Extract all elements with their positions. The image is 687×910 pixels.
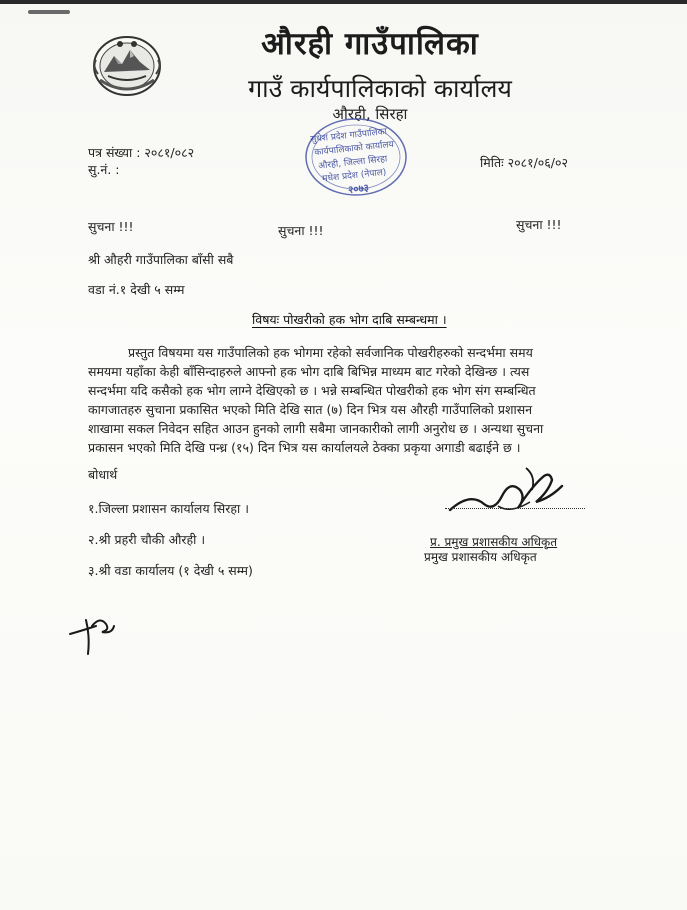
signature-icon [440,462,570,532]
cc-item-3: ३.श्री वडा कार्यालय (१ देखी ५ सम्म) [88,563,253,578]
body-line-4: कागजातहरु सुचाना प्रकासित भएको मिति देखि सात (७) दिन भित्र यस औरही गाउँपालिको प्रशासन [88,402,533,417]
office-subtitle: गाउँ कार्यपालिकाको कार्यालय [248,74,512,103]
body-line-1: प्रस्तुत विषयमा यस गाउँपालिको हक भोगमा रहेको सर्वजानिक पोखरीहरुको सन्दर्भमा समय [128,345,533,360]
signature-dotted-line [445,508,585,509]
body-line-2: समयमा यहाँका केही बाँसिन्दाहरुले आफ्नो हक भोग दाबि बिभिन्न माध्यम बाट गरेको देखिन्छ । त्यस [88,364,530,379]
notice-label-right: सुचना !!! [516,217,562,232]
nepal-emblem-icon [90,30,164,98]
signatory-title: प्र. प्रमुख प्रशासकीय अधिकृत [430,535,558,549]
letter-date: मितिः २०८१/०६/०२ [480,155,568,170]
recipient-line-2: वडा नं.१ देखी ५ सम्म [88,282,185,297]
notice-label-center: सुचना !!! [278,223,324,238]
cc-title: बोधार्थ [88,467,118,482]
dispatch-number: सु.नं. : [88,162,120,177]
cc-item-2: २.श्री प्रहरी चौकी औरही । [88,532,206,547]
stamp-text-year: २०७३ [347,182,370,197]
letter-number: पत्र संख्या : २०८१/०८२ [88,145,195,160]
body-line-6: प्रकासन भएको मिति देखि पन्ध्र (१५) दिन भित्र यस कार्यालयले ठेक्का प्रकृया अगाडी बढाईने छ । [88,440,521,455]
stamp-text-line-3: औरही, जिल्ला सिरहा [317,154,388,172]
stamp-text-line-1: सुधेश प्रदेश गाउँपालिका [309,126,388,145]
recipient-line-1: श्री औहरी गाउँपालिका बाँसी सबै [88,252,234,267]
subject-line: विषयः पोखरीको हक भोग दाबि सम्बन्धमा । [252,312,447,327]
body-line-3: सन्दर्भमा यदि कसैको हक भोग लाग्ने देखिएको छ । भन्ने सम्बन्धित पोखरीको हक भोग संग सम्बन्धित [88,383,536,398]
page-title: औरही गाउँपालिका [261,26,479,62]
office-address: औरही, सिरहा [332,105,408,123]
scan-top-edge [0,0,687,4]
stamp-text-line-2: कार्यपालिकाको कार्यालय [313,139,395,159]
cc-item-1: १.जिल्ला प्रशासन कार्यालय सिरहा । [88,501,249,516]
notice-label-left: सुचना !!! [88,219,134,234]
body-line-5: शाखामा सकल निवेदन सहित आउन हुनको लागी सबैमा जानकारीको लागी अनुरोध छ । अन्यथा सुचना [88,421,544,436]
signatory-title-stamp: प्रमुख प्रशासकीय अधिकृत [424,550,537,564]
stamp-text-line-4: मधेश प्रदेश (नेपाल) [321,167,387,185]
scan-mark [28,10,70,14]
initials-signature-icon [66,612,120,658]
